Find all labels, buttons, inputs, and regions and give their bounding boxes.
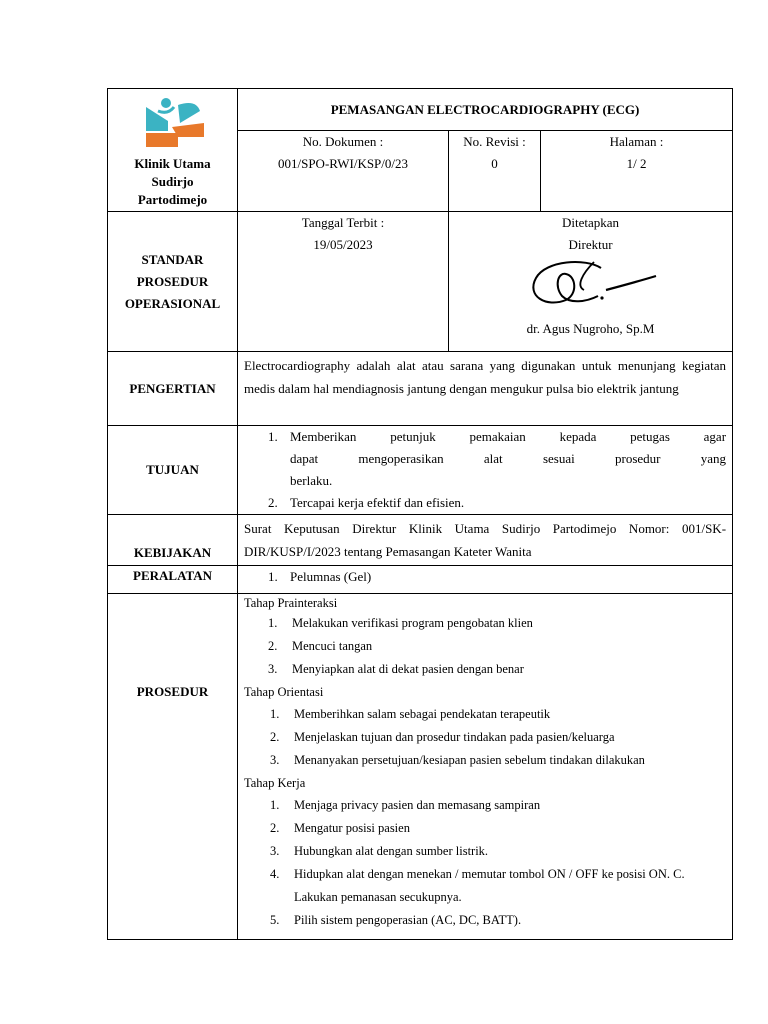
step-text: Memberihkan salam sebagai pendekatan terapeutik [294,707,551,721]
step-text: Mencuci tangan [292,639,373,653]
step-text: Menjaga privacy pasien dan memasang sampiran [294,798,541,812]
document-title: PEMASANGAN ELECTROCARDIOGRAPHY (ECG) [238,89,733,131]
stage-title: Tahap Orientasi [244,685,324,699]
step-text: Melakukan verifikasi program pengobatan klien [292,616,533,630]
issue-date-value: 19/05/2023 [313,237,373,252]
tujuan-content [238,426,733,515]
sop-label-line-2: PROSEDUR [136,273,209,289]
list-item: 5. Pilih sistem pengoperasian (AC, DC, BATT). [270,913,522,927]
step-text: Hidupkan alat dengan menekan / memutar tombol ON / OFF ke posisi ON. C. Lakukan pemanasan secukupnya. [294,867,685,904]
clinic-logo-icon [128,93,218,153]
prosedur-label: PROSEDUR [108,594,238,940]
sop-label-line-1: STANDAR [141,251,204,267]
signature-icon [506,256,676,316]
step-text: Hubungkan alat dengan sumber listrik. [294,844,489,858]
approval-label: Ditetapkan [561,215,620,230]
tujuan-item-2: Tercapai kerja efektif dan efisien. [290,495,465,510]
issue-date-label: Tanggal Terbit : [301,215,385,230]
list-item: 2. Mengatur posisi pasien [270,821,410,835]
tujuan-label: TUJUAN [108,426,238,515]
sop-label-line-3: OPERASIONAL [124,295,221,311]
doc-number-value: 001/SPO-RWI/KSP/0/23 [277,156,409,171]
step-text: Mengatur posisi pasien [294,821,410,835]
stage-title: Tahap Prainteraksi [244,596,338,610]
list-item: 1. Memberihkan salam sebagai pendekatan terapeutik [270,707,551,721]
issue-date-cell [238,212,449,352]
peralatan-label: PERALATAN [108,566,238,594]
doc-number-cell [238,131,449,212]
list-item: 1. Melakukan verifikasi program pengobatan klien [268,616,533,630]
list-item: 4. Hidupkan alat dengan menekan / memutar tombol ON / OFF ke posisi ON. C. Lakukan pemanasan secukupnya. [270,867,685,904]
page-value: 1/ 2 [626,156,647,171]
list-item: 3. Hubungkan alat dengan sumber listrik. [270,844,489,858]
page-cell [541,131,733,212]
list-item: 1. Memberikan petunjuk pemakaian kepada petugas agar dapat mengoperasikan alat sesuai prosedur yang berlaku. [268,429,727,488]
prosedur-content [238,594,733,940]
list-item: 2. Menjelaskan tujuan dan prosedur tindakan pada pasien/keluarga [270,730,615,744]
peralatan-content [238,566,733,594]
kebijakan-text: Surat Keputusan Direktur Klinik Utama Sudirjo Partodimejo Nomor: 001/SK-DIR/KUSP/I/2023 tentang Pemasangan Kateter Wanita [238,515,733,566]
approval-role: Direktur [568,237,613,252]
step-text: Menjelaskan tujuan dan prosedur tindakan pada pasien/keluarga [294,730,615,744]
list-item: 3. Menyiapkan alat di dekat pasien dengan benar [268,662,524,676]
approval-cell [449,212,733,352]
sop-document-table [107,88,733,940]
clinic-logo-cell [108,89,238,212]
clinic-name-line-2: Sudirjo [151,174,194,189]
tujuan-item-1: Memberikan petunjuk pemakaian kepada petugas agar dapat mengoperasikan alat sesuai prosedur yang berlaku. [290,429,727,488]
list-item: 2. Mencuci tangan [268,639,373,653]
stage-title: Tahap Kerja [244,776,306,790]
list-item: 1. Menjaga privacy pasien dan memasang sampiran [270,798,541,812]
pengertian-text: Electrocardiography adalah alat atau sarana yang digunakan untuk menunjang kegiatan medis dalam hal mendiagnosis jantung dengan mengukur pulsa bio elektrik jantung [238,352,733,426]
step-text: Menanyakan persetujuan/kesiapan pasien sebelum tindakan dilakukan [294,753,645,767]
clinic-name-line-3: Partodimejo [137,192,208,207]
revision-cell [449,131,541,212]
step-text: Menyiapkan alat di dekat pasien dengan benar [292,662,524,676]
list-item: 2. Tercapai kerja efektif dan efisien. [268,495,465,510]
peralatan-item-1: Pelumnas (Gel) [290,569,372,584]
doc-number-label: No. Dokumen : [302,134,384,149]
clinic-name-line-1: Klinik Utama [134,156,211,171]
list-item: 1. Pelumnas (Gel) [268,569,372,584]
kebijakan-label: KEBIJAKAN [108,515,238,566]
signer-name: dr. Agus Nugroho, Sp.M [526,321,655,336]
revision-value: 0 [491,156,498,171]
step-text: Pilih sistem pengoperasian (AC, DC, BATT). [294,913,522,927]
pengertian-label: PENGERTIAN [108,352,238,426]
page-label: Halaman : [609,134,664,149]
sop-label-cell [108,212,238,352]
revision-label: No. Revisi : [463,134,526,149]
list-item: 3. Menanyakan persetujuan/kesiapan pasien sebelum tindakan dilakukan [270,753,645,767]
